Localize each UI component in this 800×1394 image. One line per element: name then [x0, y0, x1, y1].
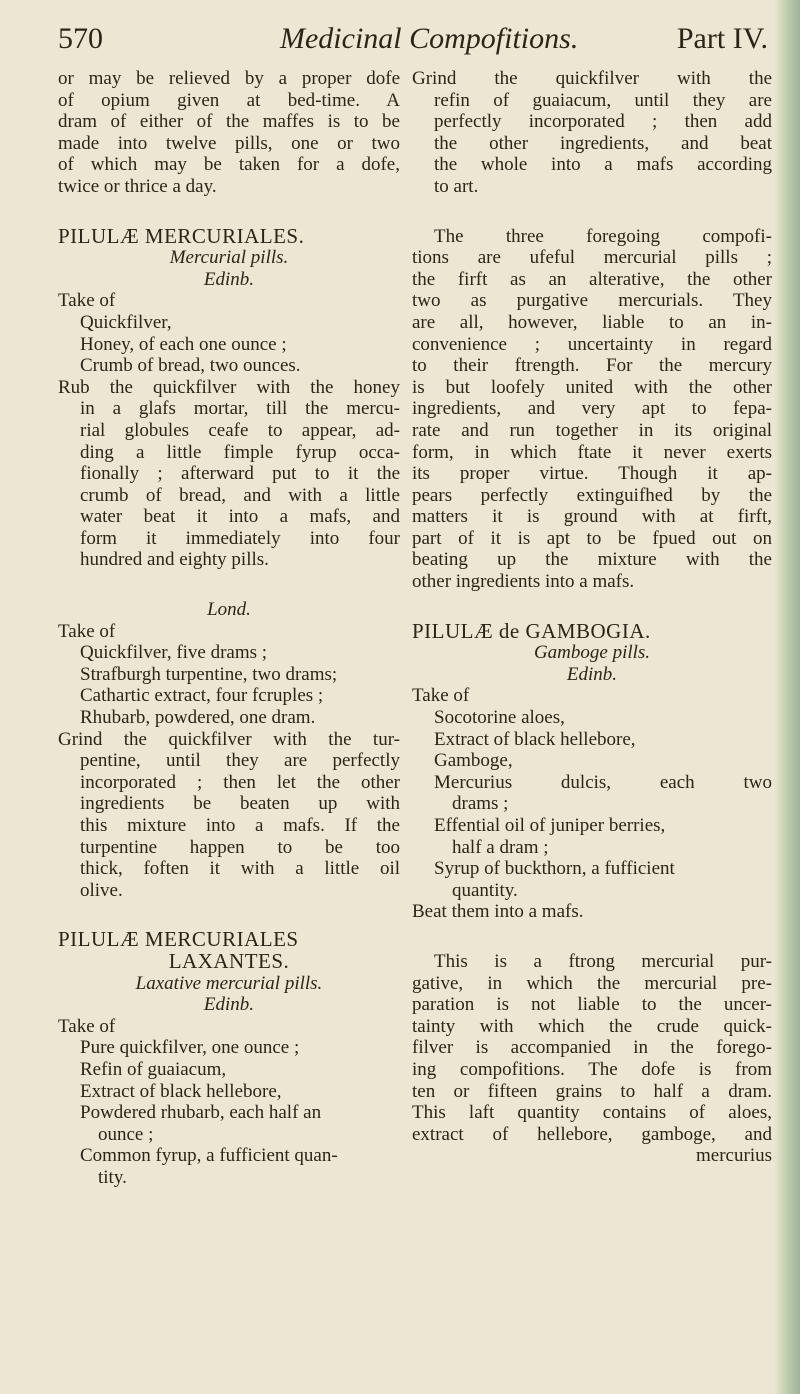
ingredient: ounce ; — [98, 1123, 154, 1145]
text-line: this mixture into a mafs. If the — [80, 815, 400, 836]
text-line: paration is not liable to the uncer- — [412, 994, 772, 1016]
text-line: Grind the quickfilver with the tur- — [58, 728, 400, 750]
ingredient: Socotorine aloes, — [434, 707, 565, 729]
text-line: matters it is ground with at firft, — [412, 506, 772, 528]
text-line: of opium given at bed-time. A — [58, 89, 400, 111]
text-line: incorporated ; then let the other — [80, 771, 400, 793]
text-line: rial globules ceafe to appear, ad- — [80, 419, 400, 441]
commentary-paragraph — [412, 226, 772, 593]
text-line: ingredients, and very apt to fepa- — [412, 398, 772, 420]
text-line: rate and run together in its original — [412, 419, 772, 441]
running-title: Medicinal Compofitions. — [280, 22, 579, 55]
ingredient: Strafburgh turpentine, two drams; — [80, 663, 338, 685]
text-line: made into twelve pills, one or two — [58, 132, 400, 154]
paragraph — [58, 68, 400, 198]
pharmacopoeia-source: Edinb. — [203, 994, 255, 1016]
ingredient: Quickfilver, — [80, 311, 172, 333]
ingredient: Quickfilver, five drams ; — [80, 642, 268, 664]
take-of-label: Take of — [58, 290, 116, 312]
ingredient: Syrup of buckthorn, a fufficient — [434, 858, 675, 880]
text-line: filver is accompanied in the forego- — [412, 1037, 772, 1059]
text-line: crumb of bread, and with a little — [80, 484, 400, 506]
text-line: twice or thrice a day. — [58, 175, 217, 197]
text-line: of which may be taken for a dofe, — [58, 154, 400, 176]
method-line: Beat them into a mafs. — [412, 901, 584, 923]
text-line: Grind the quickfilver with the — [412, 68, 772, 89]
text-line: turpentine happen to be too — [80, 836, 400, 858]
text-line: refin of guaiacum, until they are — [434, 89, 772, 111]
ingredient: drams ; — [452, 793, 509, 815]
pharmacopoeia-source: Lond. — [207, 599, 251, 621]
take-of-label: Take of — [58, 1015, 116, 1037]
running-header — [58, 22, 768, 62]
section-heading: PILULÆ de GAMBOGIA. — [412, 618, 651, 643]
text-line: to their ftrength. For the mercury — [412, 355, 772, 377]
ingredient: Pure quickfilver, one ounce ; — [80, 1037, 300, 1059]
text-line: is but loofely united with the other — [412, 376, 772, 398]
text-line: gative, in which the mercurial pre- — [412, 972, 772, 994]
text-line: or may be relieved by a proper dofe — [58, 68, 400, 89]
section-heading: PILULÆ MERCURIALES — [58, 927, 299, 952]
text-line: part of it is apt to be fpued out on — [412, 527, 772, 549]
left-column — [58, 68, 400, 1189]
text-line: pentine, until they are perfectly — [80, 750, 400, 772]
text-line: olive. — [80, 879, 123, 901]
text-line: ingredients be beaten up with — [80, 793, 400, 815]
text-line: to art. — [434, 175, 479, 197]
ingredient: Mercurius dulcis, each two — [434, 771, 772, 793]
page-edge-shadow — [774, 0, 800, 1394]
ingredient: Crumb of bread, two ounces. — [80, 355, 301, 377]
ingredient: quantity. — [452, 879, 518, 901]
pharmacopoeia-source: Edinb. — [566, 663, 618, 685]
section-subtitle: Laxative mercurial pills. — [135, 972, 323, 994]
ingredient: Extract of black hellebore, — [434, 728, 636, 750]
text-line: its proper virtue. Though it ap- — [412, 463, 772, 485]
ingredient: Cathartic extract, four fcruples ; — [80, 685, 324, 707]
text-line: This is a ftrong mercurial pur- — [434, 950, 772, 972]
section-heading: LAXANTES. — [168, 948, 290, 973]
text-line: the firft as an alterative, the other — [412, 268, 772, 290]
paragraph — [412, 68, 772, 198]
text-line: form it immediately into four — [80, 527, 400, 549]
text-line: Rub the quickfilver with the honey — [58, 376, 400, 398]
take-of-label: Take of — [412, 685, 470, 707]
ingredient: half a dram ; — [452, 836, 549, 858]
text-line: in a glafs mortar, till the mercu- — [80, 398, 400, 420]
ingredient: Extract of black hellebore, — [80, 1080, 282, 1102]
commentary-paragraph — [412, 951, 772, 1167]
ingredient: Effential oil of juniper berries, — [434, 815, 666, 836]
text-line: ding a little fimple fyrup occa- — [80, 441, 400, 463]
ingredient: Common fyrup, a fufficient quan- — [80, 1145, 338, 1167]
section-subtitle: Mercurial pills. — [169, 247, 289, 269]
catchword: mercurius — [696, 1145, 772, 1167]
pharmacopoeia-source: Edinb. — [203, 268, 255, 290]
text-line: are all, however, liable to an in- — [412, 311, 772, 333]
ingredient: Powdered rhubarb, each half an — [80, 1102, 322, 1124]
ingredient: Rhubarb, powdered, one dram. — [80, 707, 316, 729]
ingredient: Honey, of each one ounce ; — [80, 333, 287, 355]
text-line: hundred and eighty pills. — [80, 549, 269, 571]
ingredient: tity. — [98, 1166, 127, 1188]
text-line: ten or fifteen grains to half a dram. — [412, 1080, 772, 1102]
text-line: two as purgative mercurials. They — [412, 290, 772, 312]
text-line: The three foregoing compofi- — [434, 225, 772, 247]
text-line: beating up the mixture with the — [412, 549, 772, 571]
method-paragraph — [58, 729, 400, 902]
text-line: the other ingredients, and beat — [434, 132, 772, 154]
text-line: water beat it into a mafs, and — [80, 506, 400, 528]
text-line: the whole into a mafs according — [434, 154, 772, 176]
text-line: tainty with which the crude quick- — [412, 1015, 772, 1037]
take-of-label: Take of — [58, 620, 116, 642]
page-number: 570 — [58, 22, 103, 55]
text-line: extract of hellebore, gamboge, and — [412, 1123, 772, 1145]
part-label: Part IV. — [676, 22, 768, 55]
text-line: other ingredients into a mafs. — [412, 571, 635, 593]
text-line: convenience ; uncertainty in regard — [412, 333, 772, 355]
right-column — [412, 68, 772, 1167]
text-line: thick, foften it with a little oil — [80, 858, 400, 880]
text-line: dram of either of the maffes is to be — [58, 111, 400, 133]
text-line: pears perfectly extinguifhed by the — [412, 484, 772, 506]
ingredient: Gamboge, — [434, 750, 513, 772]
ingredient: Refin of guaiacum, — [80, 1058, 227, 1080]
text-line: fionally ; afterward put to it the — [80, 463, 400, 485]
text-line: form, in which ftate it never exerts — [412, 441, 772, 463]
text-line: This laft quantity contains of aloes, — [412, 1102, 772, 1124]
method-paragraph — [58, 377, 400, 571]
section-subtitle: Gamboge pills. — [533, 642, 651, 664]
text-line: perfectly incorporated ; then add — [434, 111, 772, 133]
text-line: tions are ufeful mercurial pills ; — [412, 247, 772, 269]
section-heading: PILULÆ MERCURIALES. — [58, 223, 305, 248]
text-line: ing compofitions. The dofe is from — [412, 1058, 772, 1080]
